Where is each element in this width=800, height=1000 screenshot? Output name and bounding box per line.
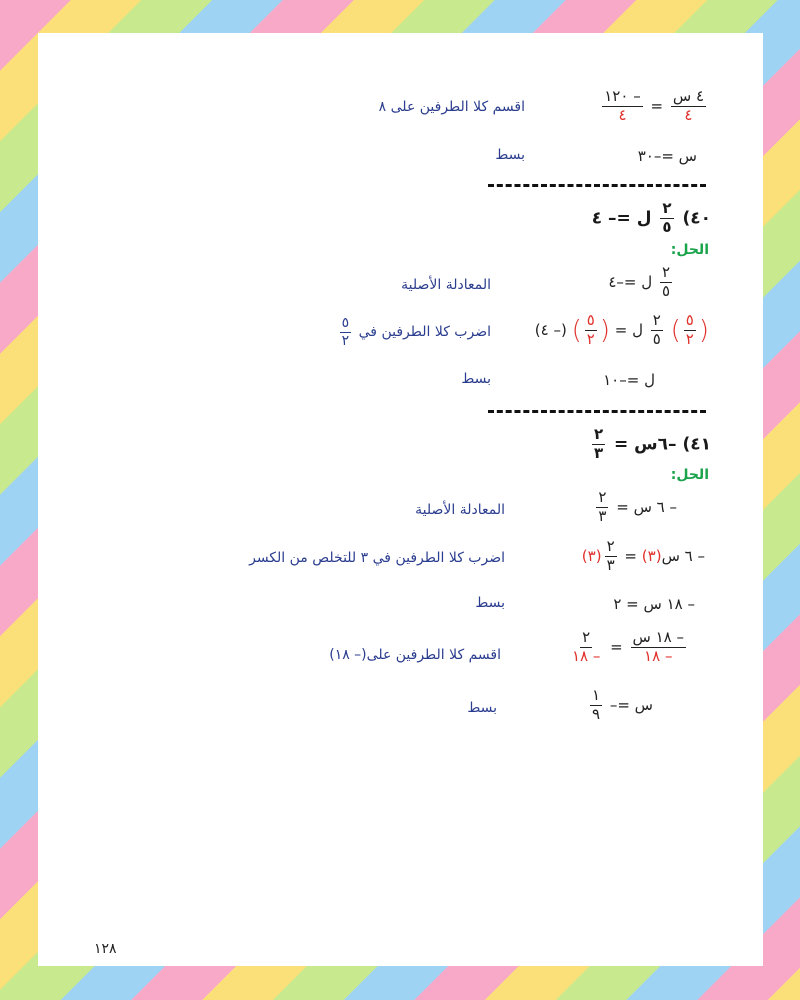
p41-original-note: المعادلة الأصلية [415,502,505,518]
p40-note-den: ٢ [341,332,350,349]
p40-mult-num: ٥ [685,311,694,329]
worksheet-page [38,33,763,966]
p40-mult-note-text: اضرب كلا الطرفين في [358,324,491,341]
p40-frac-num: ٢ [662,199,672,217]
p41-statement-lhs: –٦س = [614,434,677,455]
p41-final-num: ١ [592,686,601,704]
p40-note-num: ٥ [341,315,350,331]
p41-mult-lhs: – ٦ س [661,546,705,565]
p40-multiply-equation: ( $\frac{٥}{٢}$ ) $\frac{٢}{٥}$ ل = ( $\frac{٥}{٢}$ ) (– ٤) [534,311,709,348]
equals-sign: = [610,637,623,656]
p40-statement-rest: ل =– ٤ [591,208,652,229]
p41-statement [589,427,711,462]
p40-mult-num-2: ٥ [586,311,595,329]
p40-original-note: المعادلة الأصلية [401,277,491,293]
equals-sign: = [624,546,637,565]
p40-simplify-equation: ل =–١٠ [603,371,655,389]
p40-mult-mid: ل = [614,320,643,339]
p41-div-rhs-num: ٢ [582,628,591,646]
p40-statement-fraction [660,201,673,236]
p40-mult-coefficient [651,313,663,348]
p40-orig-rest: ل =–٤ [608,272,653,291]
p41-multiply-equation [582,539,705,574]
p41-orig-num: ٢ [598,488,607,506]
p39-rhs-numerator: – ١٢٠ [604,87,641,105]
p41-mult-factor-left: (٣) [641,546,662,565]
p39-simplify-equation: س =–٣٠ [637,147,697,165]
p40-statement [592,201,711,236]
p41-orig-den: ٣ [598,506,607,525]
section-divider-2 [488,410,706,413]
p41-frac-num: ٢ [593,425,604,443]
p41-multiply-note: اضرب كلا الطرفين في ٣ للتخلص من الكسر [249,550,505,566]
p40-orig-den: ٥ [661,281,670,300]
p40-mult-rhs: (– ٤) [534,320,567,339]
p39-divide-equation [599,89,709,124]
p39-simplify-note: بسط [495,147,525,163]
p41-mult-fraction [605,539,617,574]
p40-multiply-note [337,316,491,348]
p41-frac-den: ٣ [593,443,604,462]
p41-statement-fraction [592,427,605,462]
p40-coef-num: ٢ [652,311,661,329]
p40-multiplier-fraction-left [684,313,696,348]
p39-divide-note: اقسم كلا الطرفين على ٨ [378,99,525,115]
p41-final-note: بسط [467,700,497,716]
p40-coef-den: ٥ [652,329,661,348]
p41-orig-fraction [596,490,608,525]
p40-number: ٤٠) [682,208,711,229]
p40-frac-den: ٥ [662,217,672,236]
p39-rhs-denominator: ٤ [618,105,627,124]
p41-mult-den: ٣ [606,555,615,574]
p41-div-lhs-fraction [631,630,687,665]
p40-multiplier-fraction-right [585,313,597,348]
p41-mult-num: ٢ [606,537,615,555]
p39-lhs-numerator: ٤ س [672,87,704,105]
p41-divide-note: اقسم كلا الطرفين على(– ١٨) [329,647,501,663]
p40-mult-den-2: ٢ [586,329,595,348]
p39-lhs-denominator: ٤ [684,105,693,124]
p40-note-fraction [340,316,352,348]
p41-div-lhs-den: – ١٨ [644,646,673,665]
p40-orig-num: ٢ [661,263,670,281]
p40-solution-label: الحل: [670,242,709,258]
p41-final-den: ٩ [592,704,601,723]
p41-div-lhs-num: – ١٨ س [632,628,684,646]
p41-final-equation [587,688,653,723]
p40-mult-den: ٢ [685,329,694,348]
p41-simplify-equation: – ١٨ س = ٢ [613,595,695,613]
p41-orig-lhs: – ٦ س = [616,497,677,516]
p41-solution-label: الحل: [670,467,709,483]
p41-mult-factor-right: (٣) [581,546,602,565]
p41-number: ٤١) [682,434,711,455]
p40-original-equation [608,265,675,300]
p40-simplify-note: بسط [461,371,491,387]
p41-final-lhs: س =– [609,695,653,714]
p41-final-fraction [590,688,602,723]
p41-simplify-note: بسط [475,595,505,611]
p39-rhs-fraction [602,89,642,124]
p39-lhs-fraction [671,89,706,124]
page-number: ١٢٨ [94,941,117,957]
p41-div-rhs-fraction [570,630,602,665]
p41-divide-equation [567,630,689,665]
p41-original-equation [593,490,677,525]
section-divider [488,184,706,187]
equals-sign: = [650,96,664,115]
p40-orig-fraction [660,265,672,300]
p41-div-rhs-den: – ١٨ [571,646,601,665]
